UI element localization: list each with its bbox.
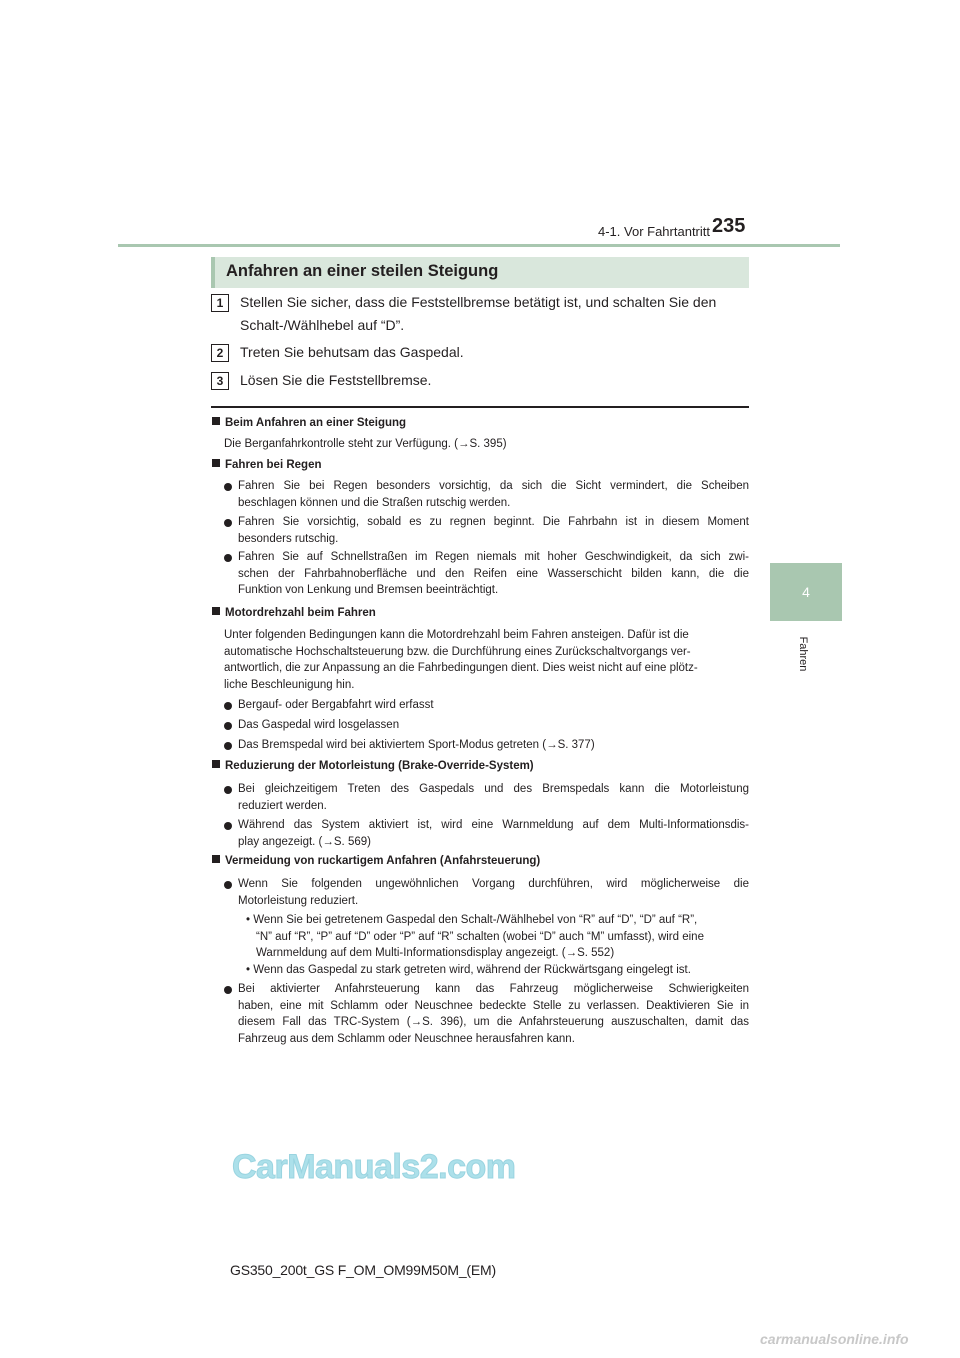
bullet-icon bbox=[224, 483, 232, 491]
page-number: 235 bbox=[712, 215, 746, 237]
bullet-text: Das Bremspedal wird bei aktiviertem Sport-Modus getreten (→S. 377) bbox=[238, 739, 595, 751]
note-heading: Beim Anfahren an einer Steigung bbox=[212, 417, 406, 429]
bullet-icon bbox=[224, 822, 232, 830]
chapter-number: 4 bbox=[802, 584, 810, 600]
step-text bbox=[240, 291, 716, 337]
square-bullet-icon bbox=[212, 607, 220, 615]
section-title: 4-1. Vor Fahrtantritt bbox=[598, 224, 710, 239]
footer-doc-id: GS350_200t_GS F_OM_OM99M50M_(EM) bbox=[230, 1262, 496, 1278]
bullet-text: Bei aktivierter Anfahrsteuerung kann das Fahrzeug möglicherweise Schwierigkeiten haben, eine mit Schlamm oder Neuschnee bedeckte Stelle zu verlassen. Deaktivieren Sie in diesem Fall das TRC-System (→S. 396), um die Anfahrsteuerung auszuschalten, damit das Fahrzeug aus dem Schlamm oder Neuschnee herausfahren kann. bbox=[238, 983, 749, 1045]
step-number: 3 bbox=[211, 372, 229, 390]
bullet-text: Wenn Sie folgenden ungewöhnlichen Vorgang durchführen, wird möglicherweise die Motorleistung reduziert. bbox=[238, 878, 749, 907]
bullet-text: Fahren Sie auf Schnellstraßen im Regen niemals mit hoher Geschwindigkeit, da sich zwi- schen der Fahrbahnoberfläche und den Reifen eine Wasserschicht bilden kann, die die Funktion von Lenkung und Bremsen beeinträchtigt. bbox=[238, 551, 749, 596]
step-number: 2 bbox=[211, 344, 229, 362]
bullet-icon bbox=[224, 702, 232, 710]
bullet-icon bbox=[224, 554, 232, 562]
step-number: 1 bbox=[211, 294, 229, 312]
bullet-text: Bergauf- oder Bergabfahrt wird erfasst bbox=[238, 699, 434, 711]
square-bullet-icon bbox=[212, 760, 220, 768]
header-rule bbox=[118, 244, 840, 247]
square-bullet-icon bbox=[212, 459, 220, 467]
chapter-tab bbox=[770, 563, 842, 621]
square-bullet-icon bbox=[212, 417, 220, 425]
bullet-icon bbox=[224, 742, 232, 750]
bullet-text: Während das System aktiviert ist, wird eine Warnmeldung auf dem Multi-Informationsdis- play angezeigt. (→S. 569) bbox=[238, 819, 749, 848]
step-line: Schalt-/Wählhebel auf “D”. bbox=[240, 317, 405, 333]
bullet-text: Bei gleichzeitigem Treten des Gaspedals und des Bremspedals kann die Motorleistung reduziert werden. bbox=[238, 783, 749, 812]
bullet-icon bbox=[224, 986, 232, 994]
note-heading: Reduzierung der Motorleistung (Brake-Override-System) bbox=[212, 760, 534, 772]
bullet-text: Fahren Sie vorsichtig, sobald es zu regnen beginnt. Die Fahrbahn ist in diesem Moment besonders rutschig. bbox=[238, 516, 749, 545]
bullet-icon bbox=[224, 786, 232, 794]
step-text: Lösen Sie die Feststellbremse. bbox=[240, 372, 432, 388]
note-heading: Motordrehzahl beim Fahren bbox=[212, 607, 376, 619]
footer-site: carmanualsonline.info bbox=[760, 1331, 909, 1347]
note-text: Unter folgenden Bedingungen kann die Motordrehzahl beim Fahren ansteigen. Dafür ist die automatische Hochschaltsteuerung bzw. die Durchführung eines Zurückschaltvorgangs ver- antwortlich, die zur Anpassung an die Fahrbedingungen dient. Dies weist nicht auf eine plötz- liche Beschleunigung hin. bbox=[224, 629, 698, 691]
bullet-text: Das Gaspedal wird losgelassen bbox=[238, 719, 400, 731]
box-title-text: Anfahren an einer steilen Steigung bbox=[226, 262, 499, 280]
watermark: CarManuals2.com bbox=[232, 1148, 516, 1186]
bullet-icon bbox=[224, 881, 232, 889]
chapter-label: Fahren bbox=[797, 636, 809, 672]
sub-bullet-text: • Wenn Sie bei getretenem Gaspedal den Schalt-/Wählhebel von “R” auf “D”, “D” auf “R”, “N” auf “R”, “P” auf “D” oder “P” auf “R” schalten (wobei “D” auch “M” umfasst), wird eine Warnmeldung auf dem Multi-Informationsdisplay angezeigt. (→S. 552) bbox=[246, 914, 704, 959]
divider bbox=[211, 406, 749, 408]
bullet-icon bbox=[224, 519, 232, 527]
step-line: Stellen Sie sicher, dass die Feststellbremse betätigt ist, und schalten Sie den bbox=[240, 294, 717, 310]
step-text: Treten Sie behutsam das Gaspedal. bbox=[240, 344, 464, 360]
note-heading: Fahren bei Regen bbox=[212, 459, 322, 471]
sub-bullet-text: • Wenn das Gaspedal zu stark getreten wird, während der Rückwärtsgang eingelegt ist. bbox=[246, 964, 691, 976]
note-text: Die Berganfahrkontrolle steht zur Verfügung. (→S. 395) bbox=[224, 438, 507, 450]
square-bullet-icon bbox=[212, 855, 220, 863]
bullet-text: Fahren Sie bei Regen besonders vorsichtig, da sich die Sicht vermindert, die Scheiben beschlagen können und die Straßen rutschig werden. bbox=[238, 480, 749, 509]
box-title bbox=[211, 257, 749, 288]
note-heading: Vermeidung von ruckartigem Anfahren (Anfahrsteuerung) bbox=[212, 855, 540, 867]
bullet-icon bbox=[224, 722, 232, 730]
